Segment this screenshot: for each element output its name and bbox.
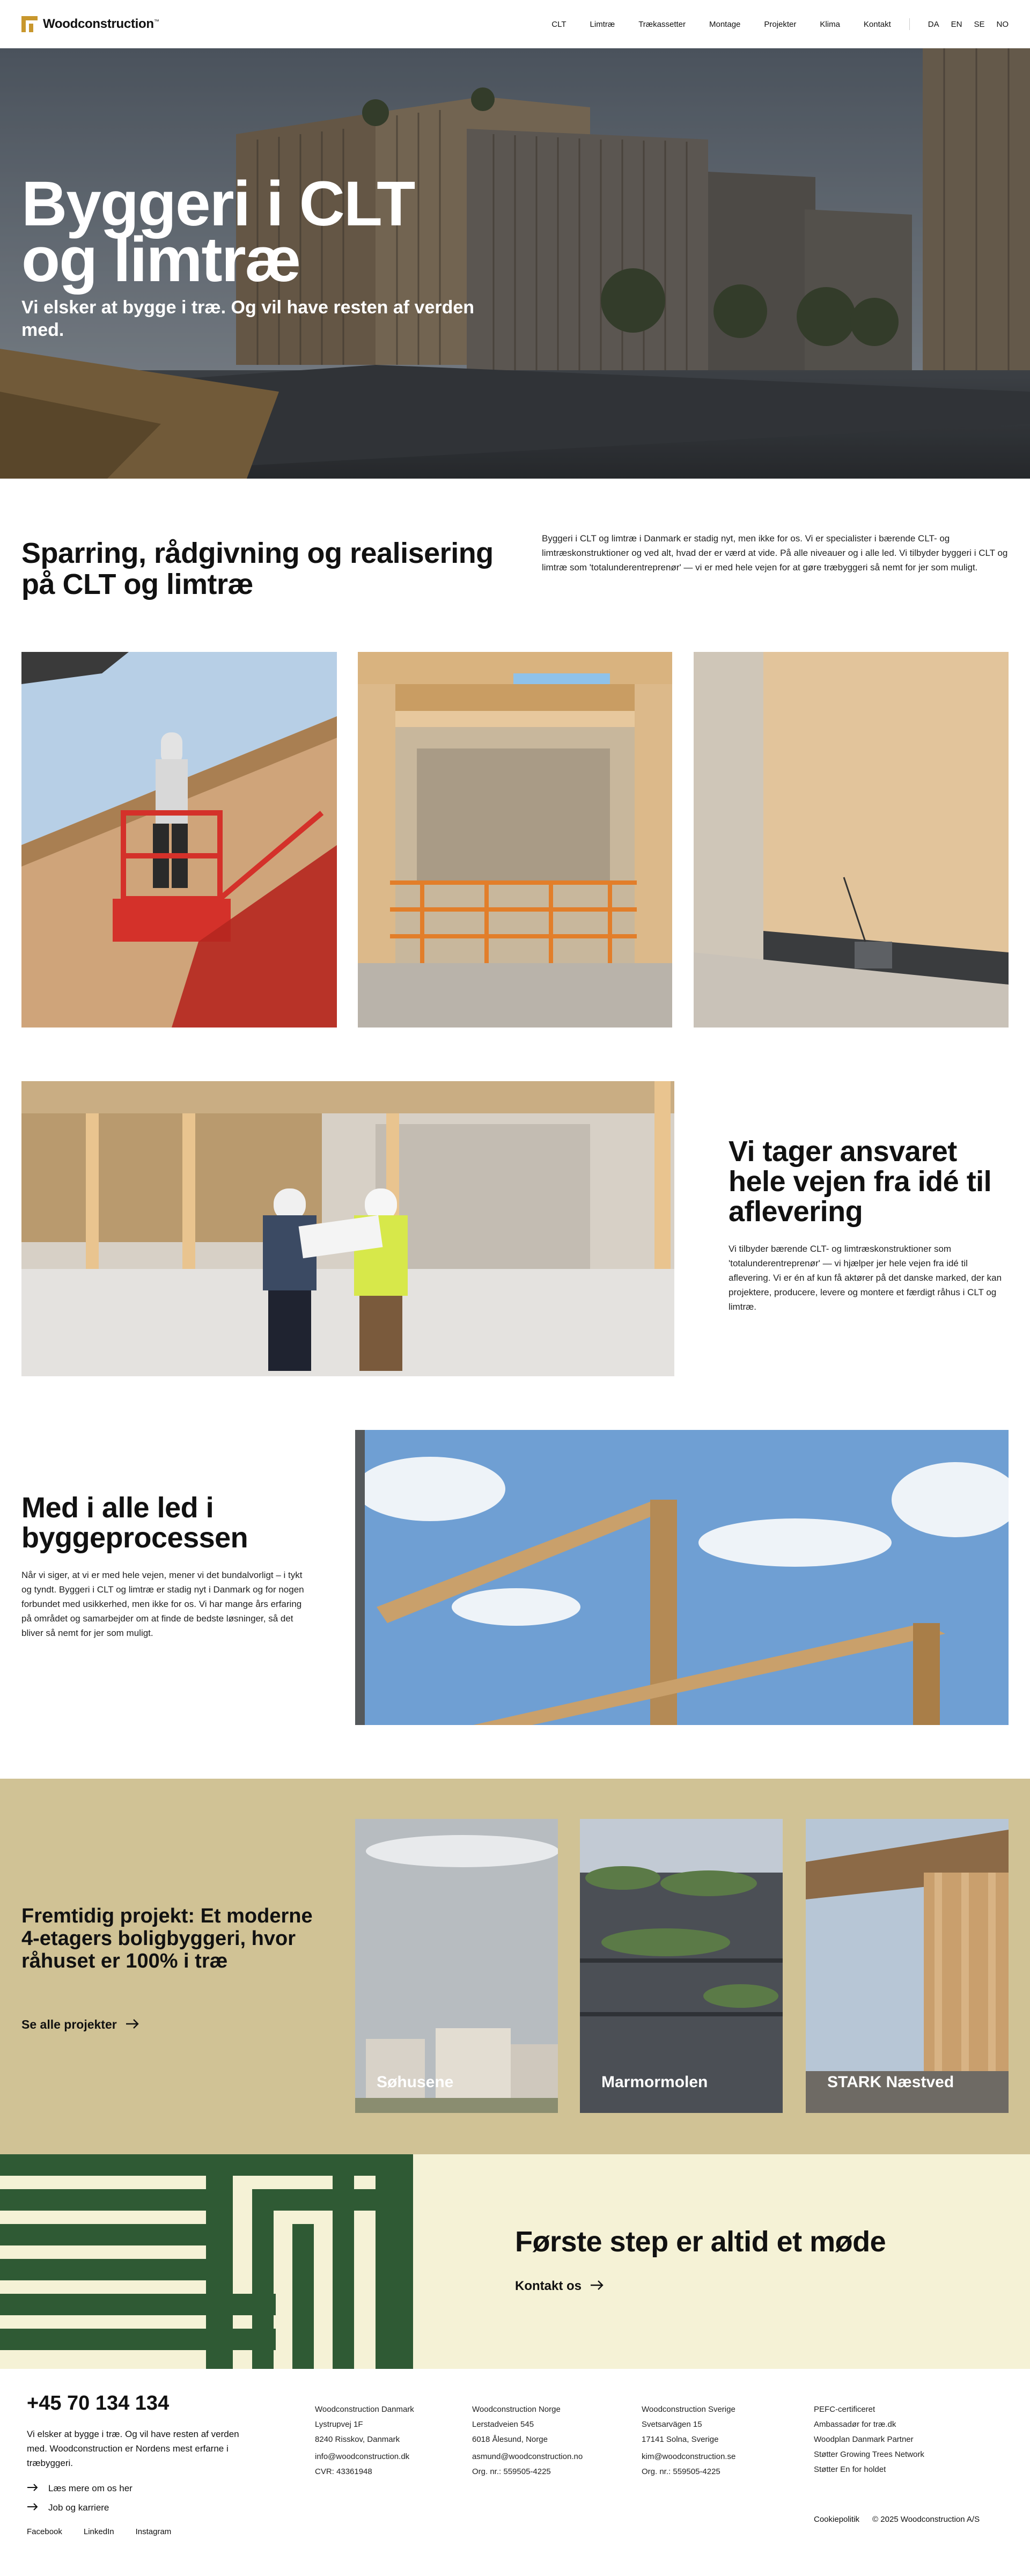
footer-certifications — [814, 2402, 969, 2477]
sweden-city: 17141 Solna, Sverige — [642, 2435, 719, 2444]
norway-city: 6018 Ålesund, Norge — [472, 2435, 548, 2444]
cert-en-for-holdet[interactable]: Støtter En for holdet — [814, 2465, 886, 2474]
norway-org: Org. nr.: 559505-4225 — [472, 2467, 551, 2476]
arrow-right-icon — [590, 2279, 604, 2294]
nav-clt[interactable]: CLT — [551, 19, 566, 29]
project-card-sohusene[interactable] — [355, 1819, 558, 2113]
denmark-street: Lystrupvej 1F — [315, 2420, 363, 2429]
arrow-right-icon — [27, 2479, 39, 2498]
photo-engineers — [21, 1081, 674, 1376]
denmark-email[interactable]: info@woodconstruction.dk — [315, 2452, 410, 2461]
footer-links — [27, 2479, 133, 2518]
denmark-company: Woodconstruction Danmark — [315, 2405, 414, 2414]
photo-glulam-beams — [355, 1430, 1009, 1725]
logo-link[interactable] — [21, 16, 159, 32]
site-header — [0, 0, 1030, 48]
footer-sweden — [642, 2402, 797, 2479]
project-label-sohusene: Søhusene — [377, 2073, 454, 2091]
linkedin-link[interactable]: LinkedIn — [83, 2527, 114, 2536]
denmark-city: 8240 Risskov, Danmark — [315, 2435, 400, 2444]
arrow-right-icon — [27, 2498, 39, 2518]
process-text — [21, 1493, 306, 1640]
sweden-org: Org. nr.: 559505-4225 — [642, 2467, 720, 2476]
photo-worker-lift — [21, 652, 337, 1028]
projects-section — [0, 1779, 1030, 2154]
photo-clt-wall — [694, 652, 1009, 1028]
intro-text: Byggeri i CLT og limtræ i Danmark er stadig nyt, men ikke for os. Vi er specialister i bærende CLT- og limtræskonstruktioner og ved alt, hvad der er værd at vide. På alle niveauer og i alle led. Vi tilbyder byggeri i CLT og limtræ som 'totalunderentreprenør' — vi er med hele vejen for at gøre træbyggeri så nemt for jer som muligt. — [542, 533, 1008, 573]
cta-section — [0, 2154, 1030, 2369]
all-projects-link[interactable] — [21, 2017, 139, 2032]
lang-no[interactable]: NO — [996, 19, 1009, 29]
about-link[interactable]: Læs mere om os her — [48, 2483, 133, 2493]
jobs-link[interactable]: Job og karriere — [48, 2502, 109, 2513]
process-body: Når vi siger, at vi er med hele vejen, mener vi det bundalvorligt – i tykt og tyndt. Byggeri i CLT og limtræ er stadig nyt i Danmark og for nogen forbundet med usikkerhed, men ikke for os. Vi har mange års erfaring på området og samarbejder om at finde de bedste løsninger, så det bliver så nemt for jer som muligt. — [21, 1570, 304, 1638]
cert-traedk[interactable]: Ambassadør for træ.dk — [814, 2420, 896, 2429]
project-label-marmormolen: Marmormolen — [601, 2073, 708, 2091]
hero — [0, 48, 1030, 479]
footer-norway — [472, 2402, 628, 2479]
projects-title: Fremtidig projekt: Et moderne 4-etagers boligbyggeri, hvor råhuset er 100% i træ — [21, 1905, 313, 1972]
cert-pefc[interactable]: PEFC-certificeret — [814, 2405, 876, 2414]
hero-title: Byggeri i CLT og limtræ — [21, 168, 415, 295]
nav-divider — [909, 18, 910, 30]
phone-link[interactable]: +45 70 134 134 — [27, 2392, 170, 2414]
site-footer — [0, 2369, 1030, 2576]
contact-link-label: Kontakt os — [515, 2279, 582, 2293]
project-image-marmormolen — [580, 1819, 783, 2113]
logo-text: Woodconstruction™ — [43, 17, 159, 31]
contact-link[interactable] — [515, 2279, 604, 2294]
project-image-sohusene — [355, 1819, 558, 2113]
cert-growing-trees[interactable]: Støtter Growing Trees Network — [814, 2450, 924, 2459]
project-image-stark-naestved — [806, 1819, 1009, 2113]
main-nav — [551, 18, 1009, 30]
cookie-policy-link[interactable]: Cookiepolitik — [814, 2515, 860, 2524]
denmark-cvr: CVR: 43361948 — [315, 2467, 372, 2476]
sweden-street: Svetsarvägen 15 — [642, 2420, 702, 2429]
sweden-email[interactable]: kim@woodconstruction.se — [642, 2452, 736, 2461]
norway-street: Lerstadveien 545 — [472, 2420, 534, 2429]
nav-kontakt[interactable]: Kontakt — [863, 19, 891, 29]
norway-company: Woodconstruction Norge — [472, 2405, 561, 2414]
intro-title: Sparring, rådgivning og realisering på CLT og limtræ — [21, 537, 494, 600]
responsibility-body: Vi tilbyder bærende CLT- og limtræskonstruktioner som 'totalunderentreprenør' — vi hjælper jer hele vejen fra idé til aflevering. Vi er én af kun få aktører på det danske marked, der kan projektere, producere, levere og montere et færdigt råhus i CLT og limtræ. — [729, 1244, 1002, 1312]
cert-woodplan[interactable]: Woodplan Danmark Partner — [814, 2435, 914, 2444]
footer-denmark — [315, 2402, 470, 2479]
cta-title: Første step er altid et møde — [515, 2226, 886, 2258]
language-switcher — [928, 20, 1009, 29]
all-projects-label: Se alle projekter — [21, 2017, 117, 2031]
lang-en[interactable]: EN — [951, 19, 962, 29]
facebook-link[interactable]: Facebook — [27, 2527, 62, 2536]
nav-montage[interactable]: Montage — [709, 19, 741, 29]
cta-pattern — [0, 2154, 413, 2369]
project-card-marmormolen[interactable] — [580, 1819, 783, 2113]
social-links — [27, 2524, 171, 2540]
responsibility-text — [729, 1136, 1009, 1314]
footer-bottom — [814, 2512, 980, 2527]
instagram-link[interactable]: Instagram — [135, 2527, 172, 2536]
sweden-company: Woodconstruction Sverige — [642, 2405, 735, 2414]
project-card-stark-naestved[interactable] — [806, 1819, 1009, 2113]
nav-klima[interactable]: Klima — [820, 19, 840, 29]
photo-clt-interior — [358, 652, 672, 1028]
hero-subtitle: Vi elsker at bygge i træ. Og vil have resten af verden med. — [21, 297, 475, 340]
project-label-stark-naestved: STARK Næstved — [827, 2073, 954, 2091]
nav-limtrae[interactable]: Limtræ — [590, 19, 615, 29]
responsibility-title: Vi tager ansvaret hele vejen fra idé til aflevering — [729, 1135, 992, 1228]
logo-icon — [21, 16, 38, 32]
process-title: Med i alle led i byggeprocessen — [21, 1492, 248, 1554]
norway-email[interactable]: asmund@woodconstruction.no — [472, 2452, 583, 2461]
copyright: © 2025 Woodconstruction A/S — [872, 2515, 980, 2524]
lang-se[interactable]: SE — [974, 19, 985, 29]
arrow-right-icon — [126, 2017, 139, 2032]
lang-da[interactable]: DA — [928, 19, 939, 29]
footer-tagline: Vi elsker at bygge i træ. Og vil have resten af verden med. Woodconstruction er Nordens mest erfarne i træbyggeri. — [27, 2429, 239, 2468]
nav-traekassetter[interactable]: Trækassetter — [638, 19, 686, 29]
nav-projekter[interactable]: Projekter — [764, 19, 797, 29]
